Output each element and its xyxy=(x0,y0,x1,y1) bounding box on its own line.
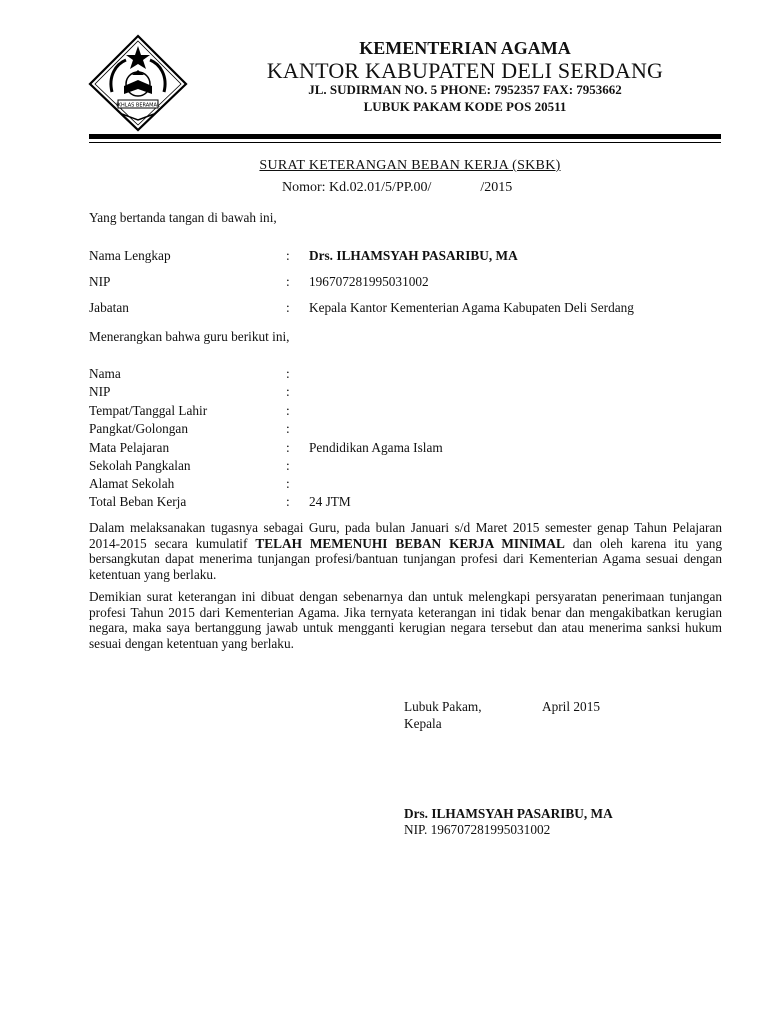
teacher-school-colon: : xyxy=(286,458,290,473)
document-number xyxy=(282,180,512,196)
teacher-name-colon: : xyxy=(286,366,290,381)
teacher-subject-colon: : xyxy=(286,440,290,455)
office-address: JL. SUDIRMAN NO. 5 PHONE: 7952357 FAX: 7953662 xyxy=(308,82,622,97)
teacher-intro-line: Menerangkan bahwa guru berikut ini, xyxy=(89,329,290,344)
teacher-nip-colon: : xyxy=(286,384,290,399)
signer-name-value: Drs. ILHAMSYAH PASARIBU, MA xyxy=(309,248,518,263)
school-address-label: Alamat Sekolah xyxy=(89,476,175,491)
workload-label: Total Beban Kerja xyxy=(89,494,187,509)
letterhead-divider-thin xyxy=(89,142,721,143)
teacher-subject-value: Pendidikan Agama Islam xyxy=(309,440,443,455)
statement-text-start: Dalam melaksanakan tugasnya sebagai Guru, pada bulan Januari s/d Maret 2015 semester genap Tahun Pelajaran 2014-2015 secara kumulatif xyxy=(89,520,722,551)
teacher-nip-label: NIP xyxy=(89,384,111,399)
office-name: KANTOR KABUPATEN DELI SERDANG xyxy=(266,58,664,83)
letterhead-divider-thick xyxy=(89,134,721,139)
workload-colon: : xyxy=(286,494,290,509)
school-address-colon: : xyxy=(286,476,290,491)
signature-position: Kepala xyxy=(404,716,442,731)
document-number-prefix: Nomor: Kd.02.01/5/PP.00/ xyxy=(282,180,432,195)
signature-date: April 2015 xyxy=(542,699,600,714)
teacher-birth-colon: : xyxy=(286,403,290,418)
statement-emphasis: TELAH MEMENUHI BEBAN KERJA MINIMAL xyxy=(255,535,565,551)
closing-paragraph: Demikian surat keterangan ini dibuat dengan sebenarnya dan untuk melengkapi persyaratan penerimaan tunjangan profesi Tahun 2015 dari Kementerian Agama. Jika ternyata keterangan ini tidak benar dan mengakibatkan kerugian negara, maka saya bertanggung jawab untuk mengganti kerugian negara tersebut dan atau menerima sanksi hukum sesuai dengan ketentuan yang berlaku. xyxy=(89,589,722,651)
emblem-motto: IKHLAS BERAMAL xyxy=(116,102,160,109)
signer-position-value: Kepala Kantor Kementerian Agama Kabupaten Deli Serdang xyxy=(309,300,634,315)
teacher-birth-label: Tempat/Tanggal Lahir xyxy=(89,403,208,418)
opening-line: Yang bertanda tangan di bawah ini, xyxy=(89,210,277,225)
signature-nip: NIP. 196707281995031002 xyxy=(404,822,551,837)
document-number-suffix: /2015 xyxy=(480,180,513,195)
statement-paragraph xyxy=(89,520,722,582)
signer-name-label: Nama Lengkap xyxy=(89,248,171,263)
workload-value: 24 JTM xyxy=(309,494,351,509)
signature-place: Lubuk Pakam, xyxy=(404,699,482,714)
signer-nip-value: 196707281995031002 xyxy=(309,274,429,289)
signer-nip-label: NIP xyxy=(89,274,111,289)
signer-nip-colon: : xyxy=(286,274,290,289)
ministry-emblem-icon xyxy=(88,34,188,132)
teacher-school-label: Sekolah Pangkalan xyxy=(89,458,191,473)
document-title: SURAT KETERANGAN BEBAN KERJA (SKBK) xyxy=(259,158,561,173)
teacher-subject-label: Mata Pelajaran xyxy=(89,440,170,455)
teacher-name-label: Nama xyxy=(89,366,121,381)
teacher-rank-label: Pangkat/Golongan xyxy=(89,421,188,436)
statement-text-end: dan oleh karena itu yang bersangkutan dapat menerima tunjangan profesi/bantuan tunjangan profesi dari Kementerian Agama sesuai dengan ketentuan yang berlaku. xyxy=(89,535,723,582)
teacher-rank-colon: : xyxy=(286,421,290,436)
signer-name-colon: : xyxy=(286,248,290,263)
ministry-name: KEMENTERIAN AGAMA xyxy=(359,38,571,58)
signer-position-colon: : xyxy=(286,300,290,315)
office-city: LUBUK PAKAM KODE POS 20511 xyxy=(363,99,567,114)
signature-name: Drs. ILHAMSYAH PASARIBU, MA xyxy=(404,806,613,821)
signer-position-label: Jabatan xyxy=(89,300,129,315)
